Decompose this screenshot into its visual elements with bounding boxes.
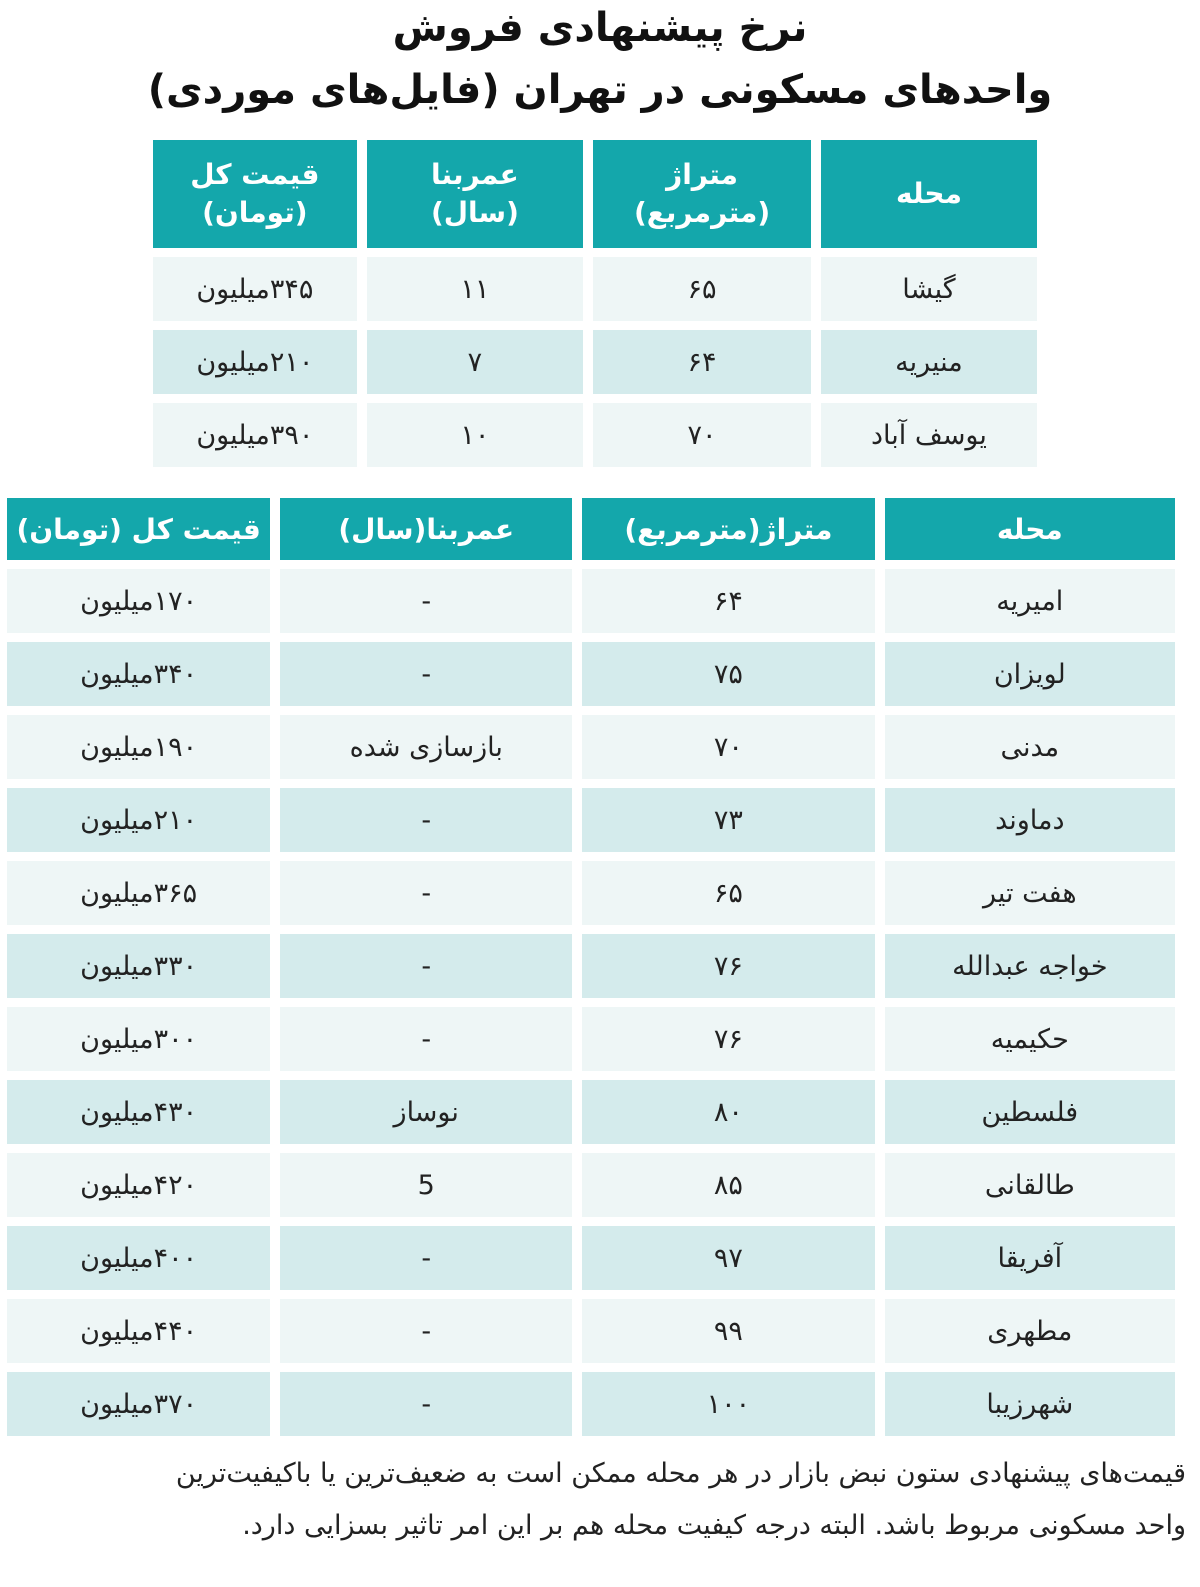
cell-area: ۸۰ bbox=[582, 1080, 874, 1144]
cell-area: ۷۰ bbox=[582, 715, 874, 779]
cell-price: ۴۲۰میلیون bbox=[7, 1153, 270, 1217]
cell-price: ۴۴۰میلیون bbox=[7, 1299, 270, 1363]
cell-area: ۷۵ bbox=[582, 642, 874, 706]
cell-price: ۲۱۰میلیون bbox=[7, 788, 270, 852]
cell-neighborhood: منیریه bbox=[821, 330, 1037, 394]
cell-area: ۶۴ bbox=[582, 569, 874, 633]
cell-price: ۳۴۰میلیون bbox=[7, 642, 270, 706]
table-row bbox=[7, 1153, 1175, 1217]
page-title: نرخ پیشنهادی فروش bbox=[392, 5, 808, 51]
cell-area: ۶۴ bbox=[593, 330, 811, 394]
cell-neighborhood: امیریه bbox=[885, 569, 1175, 633]
cell-neighborhood: حکیمیه bbox=[885, 1007, 1175, 1071]
cell-area: ۱۰۰ bbox=[582, 1372, 874, 1436]
cell-age: - bbox=[280, 1007, 572, 1071]
cell-age: ۱۰ bbox=[367, 403, 584, 467]
table-row bbox=[7, 1080, 1175, 1144]
price-table-1 bbox=[143, 131, 1047, 476]
cell-area: ۹۷ bbox=[582, 1226, 874, 1290]
cell-price: ۳۳۰میلیون bbox=[7, 934, 270, 998]
cell-age: - bbox=[280, 642, 572, 706]
table-row bbox=[7, 1372, 1175, 1436]
table-row bbox=[153, 330, 1037, 394]
table-row bbox=[7, 569, 1175, 633]
cell-neighborhood: هفت تیر bbox=[885, 861, 1175, 925]
cell-area: ۷۳ bbox=[582, 788, 874, 852]
table-row bbox=[153, 403, 1037, 467]
cell-age: 5 bbox=[280, 1153, 572, 1217]
cell-neighborhood: طالقانی bbox=[885, 1153, 1175, 1217]
header-price: قیمت کل (تومان) bbox=[7, 498, 270, 560]
cell-neighborhood: شهرزیبا bbox=[885, 1372, 1175, 1436]
header-age: عمربنا (سال) bbox=[367, 140, 584, 248]
table-row bbox=[153, 257, 1037, 321]
cell-neighborhood: آفریقا bbox=[885, 1226, 1175, 1290]
cell-age: بازسازی شده bbox=[280, 715, 572, 779]
table-row bbox=[7, 1299, 1175, 1363]
cell-age: ۷ bbox=[367, 330, 584, 394]
cell-price: ۳۷۰میلیون bbox=[7, 1372, 270, 1436]
table-header-row bbox=[153, 140, 1037, 248]
header-age: عمربنا(سال) bbox=[280, 498, 572, 560]
cell-area: ۷۰ bbox=[593, 403, 811, 467]
cell-age: - bbox=[280, 788, 572, 852]
cell-neighborhood: مدنی bbox=[885, 715, 1175, 779]
cell-age: - bbox=[280, 934, 572, 998]
cell-area: ۸۵ bbox=[582, 1153, 874, 1217]
cell-price: ۳۴۵میلیون bbox=[153, 257, 357, 321]
cell-neighborhood: گیشا bbox=[821, 257, 1037, 321]
footnote-line-2: واحد مسکونی مربوط باشد. البته درجه کیفیت محله هم بر این امر تاثیر بسزایی دارد. bbox=[242, 1510, 1186, 1541]
cell-area: ۷۶ bbox=[582, 934, 874, 998]
cell-price: ۳۹۰میلیون bbox=[153, 403, 357, 467]
cell-neighborhood: لویزان bbox=[885, 642, 1175, 706]
header-area: متراژ (مترمربع) bbox=[593, 140, 811, 248]
footnote-line-1: قیمت‌های پیشنهادی ستون نبض بازار در هر محله ممکن است به ضعیف‌ترین یا باکیفیت‌ترین bbox=[175, 1458, 1186, 1489]
cell-price: ۳۶۵میلیون bbox=[7, 861, 270, 925]
cell-neighborhood: یوسف آباد bbox=[821, 403, 1037, 467]
header-neighborhood: محله bbox=[885, 498, 1175, 560]
header-area: متراژ(مترمربع) bbox=[582, 498, 874, 560]
cell-price: ۱۹۰میلیون bbox=[7, 715, 270, 779]
cell-price: ۲۱۰میلیون bbox=[153, 330, 357, 394]
footnote bbox=[0, 1448, 1186, 1552]
cell-neighborhood: دماوند bbox=[885, 788, 1175, 852]
cell-neighborhood: فلسطین bbox=[885, 1080, 1175, 1144]
table-row bbox=[7, 934, 1175, 998]
cell-age: - bbox=[280, 861, 572, 925]
header-price: قیمت کل (تومان) bbox=[153, 140, 357, 248]
cell-age: ۱۱ bbox=[367, 257, 584, 321]
cell-age: - bbox=[280, 1372, 572, 1436]
cell-price: ۳۰۰میلیون bbox=[7, 1007, 270, 1071]
cell-age: - bbox=[280, 1299, 572, 1363]
table-row bbox=[7, 715, 1175, 779]
cell-area: ۶۵ bbox=[593, 257, 811, 321]
table-header-row bbox=[7, 498, 1175, 560]
cell-age: - bbox=[280, 1226, 572, 1290]
cell-area: ۷۶ bbox=[582, 1007, 874, 1071]
cell-age: نوساز bbox=[280, 1080, 572, 1144]
cell-area: ۶۵ bbox=[582, 861, 874, 925]
price-table-2 bbox=[0, 489, 1185, 1445]
header-neighborhood: محله bbox=[821, 140, 1037, 248]
table-row bbox=[7, 1226, 1175, 1290]
table-row bbox=[7, 788, 1175, 852]
cell-neighborhood: خواجه عبدالله bbox=[885, 934, 1175, 998]
cell-price: ۴۳۰میلیون bbox=[7, 1080, 270, 1144]
cell-age: - bbox=[280, 569, 572, 633]
table-row bbox=[7, 861, 1175, 925]
table-row bbox=[7, 642, 1175, 706]
cell-price: ۱۷۰میلیون bbox=[7, 569, 270, 633]
cell-neighborhood: مطهری bbox=[885, 1299, 1175, 1363]
table-row bbox=[7, 1007, 1175, 1071]
cell-area: ۹۹ bbox=[582, 1299, 874, 1363]
cell-price: ۴۰۰میلیون bbox=[7, 1226, 270, 1290]
page-subtitle: واحدهای مسکونی در تهران (فایل‌های موردی) bbox=[147, 67, 1053, 113]
